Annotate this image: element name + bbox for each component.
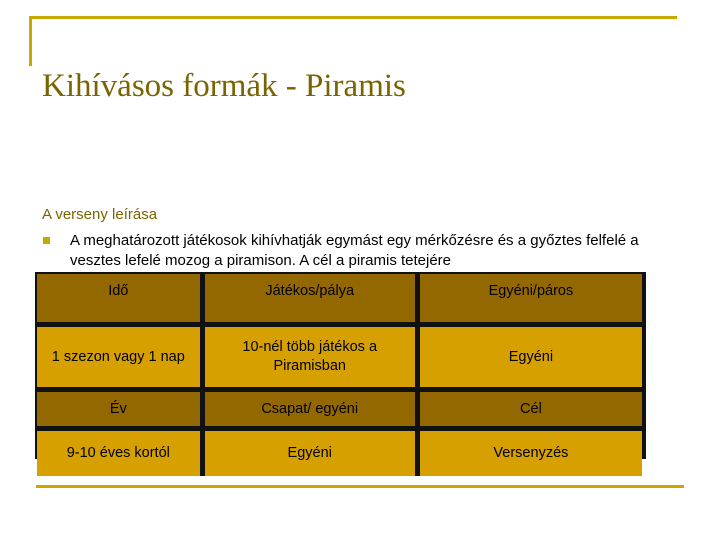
slide-title: Kihívásos formák - Piramis xyxy=(42,68,406,104)
table-cell: Egyéni xyxy=(202,429,417,477)
table-cell: Cél xyxy=(417,390,642,429)
table-cell: Játékos/pálya xyxy=(202,274,417,325)
table-cell: Versenyzés xyxy=(417,429,642,477)
table-cell: Egyéni xyxy=(417,325,642,390)
table-row xyxy=(37,325,642,390)
table-cell: Idő xyxy=(37,274,202,325)
section-heading: A verseny leírása xyxy=(42,206,158,223)
info-table xyxy=(35,272,646,459)
table-cell: Egyéni/páros xyxy=(417,274,642,325)
bottom-accent-line xyxy=(36,485,684,488)
table-row xyxy=(37,274,642,325)
table-cell: 10-nél több játékos a Piramisban xyxy=(202,325,417,390)
top-accent-line xyxy=(29,16,677,19)
table-cell: Év xyxy=(37,390,202,429)
table-row xyxy=(37,429,642,477)
left-accent-line xyxy=(29,16,32,66)
table-cell: 1 szezon vagy 1 nap xyxy=(37,325,202,390)
square-bullet-icon xyxy=(43,237,50,244)
table-cell: Csapat/ egyéni xyxy=(202,390,417,429)
table-cell: 9-10 éves kortól xyxy=(37,429,202,477)
table-row xyxy=(37,390,642,429)
bullet-text: A meghatározott játékosok kihívhatják egymást egy mérkőzésre és a győztes felfelé a vesztes lefelé mozog a piramison. A cél a piramis tetejére xyxy=(70,232,639,269)
